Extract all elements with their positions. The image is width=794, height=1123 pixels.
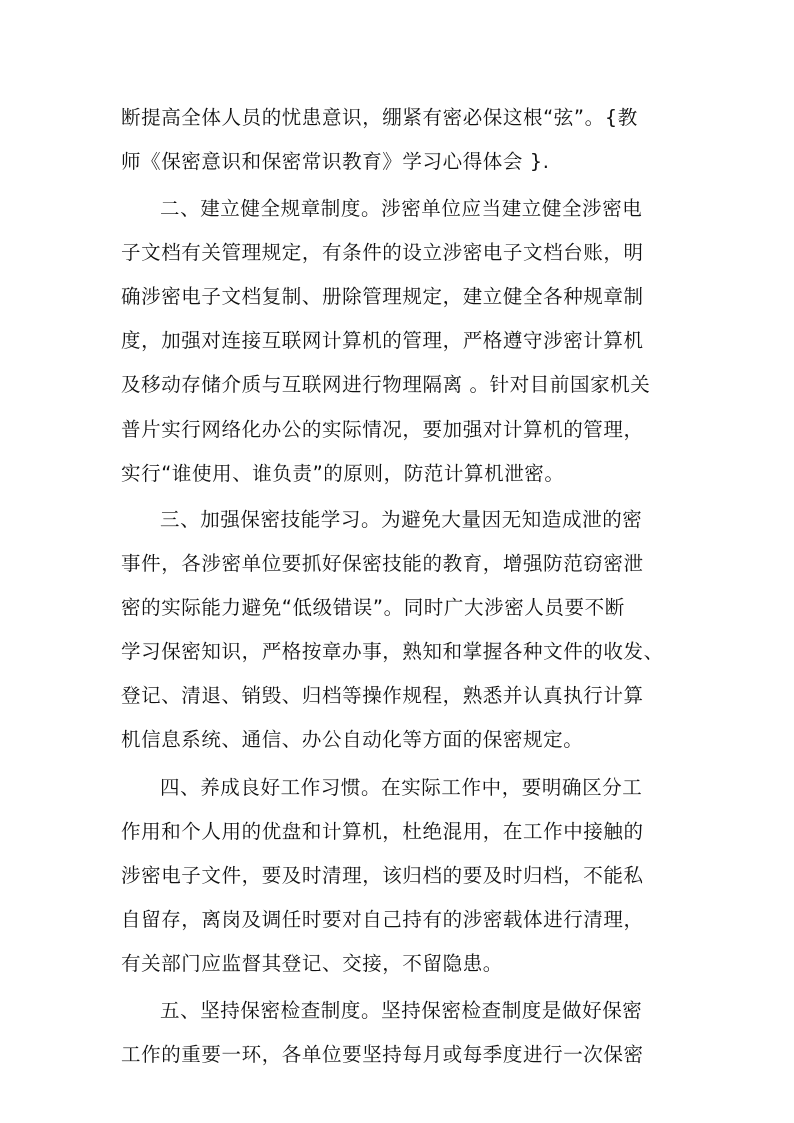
text-line-6: 度，加强对连接互联网计算机的管理，严格遵守涉密计算机 <box>121 329 644 352</box>
paragraph-3-line-1: 三、加强保密技能学习。为避免大量因无知造成泄的密 <box>160 508 643 531</box>
text-line-12: 密的实际能力避免“低级错误”。同时广大涉密人员要不断 <box>121 596 625 619</box>
paragraph-2-line-1: 二、建立健全规章制度。涉密单位应当建立健全涉密电 <box>160 197 643 220</box>
paragraph-4-line-1: 四、养成良好工作习惯。在实际工作中，要明确区分工 <box>160 776 643 799</box>
text-line-22: 工作的重要一环，各单位要坚持每月或每季度进行一次保密 <box>121 1043 644 1066</box>
text-line-1: 断提高全体人员的忧患意识，绷紧有密必保这根“弦”。{教 <box>121 106 638 129</box>
paragraph-5-line-1: 五、坚持保密检查制度。坚持保密检查制度是做好保密 <box>160 999 643 1022</box>
text-line-11: 事件，各涉密单位要抓好保密技能的教育，增强防范窃密泄 <box>121 552 644 575</box>
text-line-4: 子文档有关管理规定，有条件的设立涉密电子文档台账，明 <box>121 241 644 264</box>
text-line-19: 自留存，离岗及调任时要对自己持有的涉密载体进行清理， <box>121 908 644 931</box>
text-line-7: 及移动存储介质与互联网进行物理隔离 。针对目前国家机关 <box>121 373 651 396</box>
text-line-20: 有关部门应监督其登记、交接，不留隐患。 <box>121 952 503 975</box>
text-line-5: 确涉密电子文档复制、册除管理规定，建立健全各种规章制 <box>121 285 644 308</box>
text-line-9: 实行“谁使用、谁负责”的原则，防范计算机泄密。 <box>121 462 565 485</box>
text-line-8: 普片实行网络化办公的实际情况，要加强对计算机的管理， <box>121 418 644 441</box>
text-line-2: 师《保密意识和保密常识教育》学习心得体会 }. <box>121 150 550 173</box>
text-line-14: 登记、清退、销毁、归档等操作规程，熟悉并认真执行计算 <box>121 684 644 707</box>
text-line-18: 涉密电子文件，要及时清理，该归档的要及时归档，不能私 <box>121 864 644 887</box>
text-line-13: 学习保密知识，严格按章办事，熟知和掌握各种文件的收发、 <box>121 640 664 663</box>
text-line-17: 作用和个人用的优盘和计算机，杜绝混用，在工作中接触的 <box>121 820 644 843</box>
text-line-15: 机信息系统、通信、办公自动化等方面的保密规定。 <box>121 728 584 751</box>
